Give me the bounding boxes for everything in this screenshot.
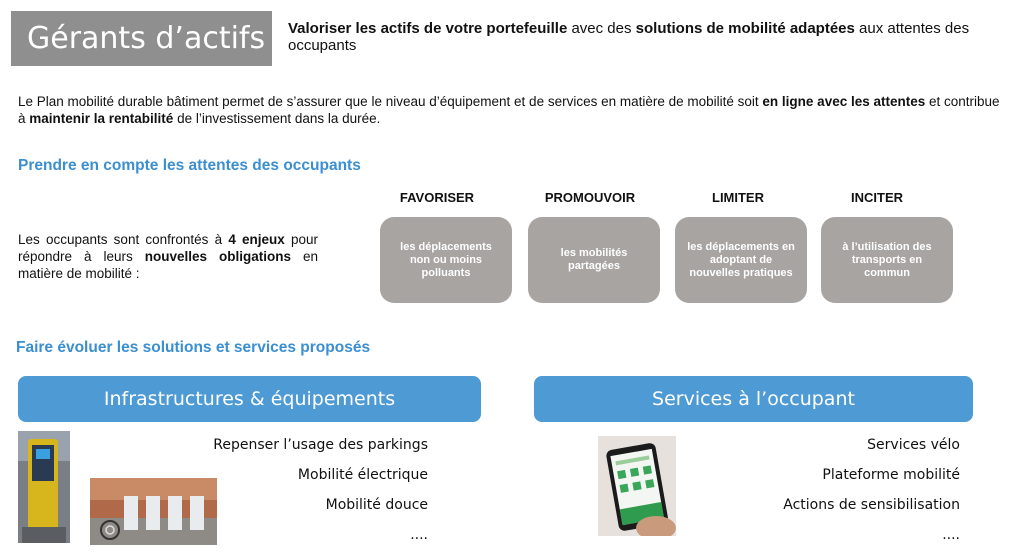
infra-item-soft-mobility: Mobilité douce bbox=[325, 497, 428, 513]
goal-card-favoriser: les déplacements non ou moins polluants bbox=[380, 217, 512, 303]
goal-card-inciter: à l’utilisation des transports en commun bbox=[821, 217, 953, 303]
services-item-awareness: Actions de sensibilisation bbox=[783, 497, 960, 513]
goal-label-limiter: LIMITER bbox=[712, 190, 764, 205]
occupants-bold-1: 4 enjeux bbox=[228, 232, 285, 247]
intro-text-2: et contribue à bbox=[18, 94, 1000, 126]
tagline-text-1: avec des bbox=[567, 20, 636, 37]
services-list bbox=[700, 430, 960, 550]
goal-label-promouvoir: PROMOUVOIR bbox=[544, 190, 636, 205]
intro-paragraph bbox=[18, 93, 1008, 127]
infra-item-electric: Mobilité électrique bbox=[297, 467, 428, 483]
infra-item-parkings: Repenser l’usage des parkings bbox=[213, 437, 428, 453]
intro-text-3: de l’investissement dans la durée. bbox=[173, 111, 381, 126]
occupants-paragraph bbox=[18, 231, 318, 282]
infra-list bbox=[170, 430, 428, 550]
tagline-bold-1: Valoriser les actifs de votre portefeuille bbox=[288, 20, 568, 37]
occupants-text-2: pour répondre à leurs bbox=[18, 232, 318, 264]
intro-bold-2: maintenir la rentabilité bbox=[29, 111, 174, 126]
occupants-text-1: Les occupants sont confrontés à bbox=[18, 232, 229, 247]
goal-label-favoriser: FAVORISER bbox=[399, 190, 475, 205]
page-title: Gérants d’actifs bbox=[11, 11, 272, 66]
tagline-text-2: aux attentes des occupants bbox=[288, 20, 970, 54]
tagline-bold-2: solutions de mobilité adaptées bbox=[635, 20, 855, 37]
intro-bold-1: en ligne avec les attentes bbox=[762, 94, 926, 109]
section-heading-expectations: Prendre en compte les attentes des occupants bbox=[18, 157, 361, 174]
services-item-more: .... bbox=[942, 527, 960, 543]
services-header-bar: Services à l’occupant bbox=[534, 376, 973, 422]
ev-charger-photo bbox=[18, 431, 70, 543]
tagline bbox=[288, 20, 988, 54]
intro-text-1: Le Plan mobilité durable bâtiment permet de s’assurer que le niveau d’équipement et de services en matière de mobilité soit bbox=[18, 94, 763, 109]
infra-item-more: .... bbox=[410, 527, 428, 543]
occupants-text-3: en matière de mobilité : bbox=[18, 249, 318, 281]
goal-label-inciter: INCITER bbox=[851, 190, 903, 205]
goal-card-promouvoir: les mobilités partagées bbox=[528, 217, 660, 303]
infra-header-bar: Infrastructures & équipements bbox=[18, 376, 481, 422]
section-heading-solutions: Faire évoluer les solutions et services proposés bbox=[16, 339, 371, 356]
occupants-bold-2: nouvelles obligations bbox=[144, 249, 291, 264]
goal-card-limiter: les déplacements en adoptant de nouvelles pratiques bbox=[675, 217, 807, 303]
services-item-bike: Services vélo bbox=[867, 437, 960, 453]
mobile-app-photo bbox=[598, 436, 676, 536]
services-item-platform: Plateforme mobilité bbox=[822, 467, 960, 483]
